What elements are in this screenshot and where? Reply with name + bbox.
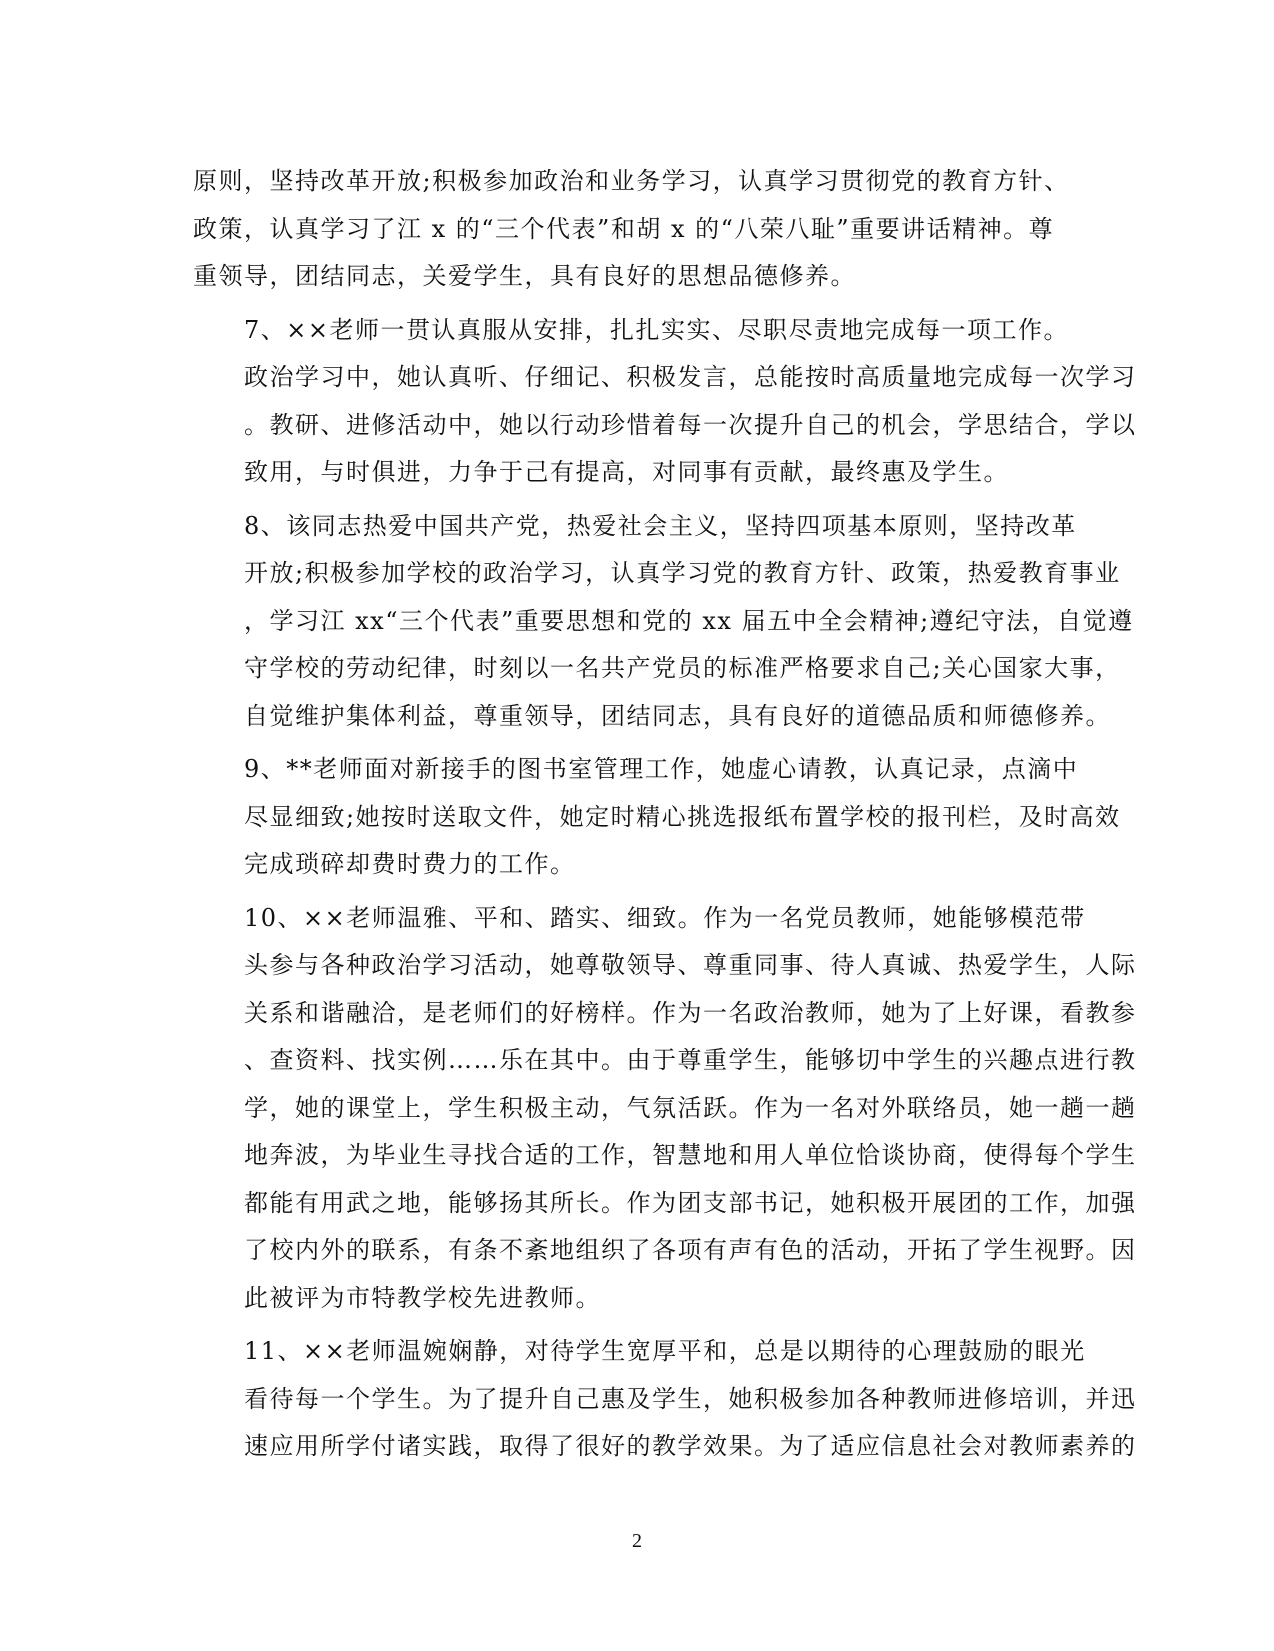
text-line: 8、该同志热爱中国共产党，热爱社会主义，坚持四项基本原则，坚持改革 [244,511,1077,540]
text-line: 速应用所学付诸实践，取得了很好的教学效果。为了适应信息社会对教师素养的 [244,1432,1137,1460]
text-line: 政策，认真学习了江 x 的“三个代表”和胡 x 的“八荣八耻”重要讲话精神。尊 [193,214,1055,243]
paragraph-10 [193,895,1137,1323]
text-line: 看待每一个学生。为了提升自己惠及学生，她积极参加各种教师进修培训，并迅 [244,1384,1137,1413]
text-line: 了校内外的联系，有条不紊地组织了各项有声有色的活动，开拓了学生视野。因 [244,1236,1137,1264]
text-line: 政治学习中，她认真听、仔细记、积极发言，总能按时高质量地完成每一次学习 [244,363,1137,391]
paragraph-8 [193,503,1134,741]
text-line: 完成琐碎却费时费力的工作。 [244,850,576,878]
text-line: 尽显细致;她按时送取文件，她定时精心挑选报纸布置学校的报刊栏，及时高效 [244,802,1121,831]
text-line: ，学习江 xx“三个代表”重要思想和党的 xx 届五中全会精神;遵纪守法，自觉遵 [244,606,1134,635]
text-line: 头参与各种政治学习活动，她尊敬领导、尊重同事、待人真诚、热爱学生，人际 [244,951,1137,979]
text-line: 都能有用武之地，能够扬其所长。作为团支部书记，她积极开展团的工作，加强 [244,1188,1137,1217]
text-line: 自觉维护集体利益，尊重领导，团结同志，具有良好的道德品质和师德修养。 [244,701,1111,730]
text-line: 地奔波，为毕业生寻找合适的工作，智慧地和用人单位恰谈协商，使得每个学生 [244,1141,1137,1169]
text-line: 、查资料、找实例……乐在其中。由于尊重学生，能够切中学生的兴趣点进行教 [244,1046,1137,1074]
paragraph-9 [193,746,1121,889]
text-line: 。教研、进修活动中，她以行动珍惜着每一次提升自己的机会，学思结合，学以 [244,410,1137,439]
paragraph-1 [193,158,1073,301]
text-line: 9、**老师面对新接手的图书室管理工作，她虚心请教，认真记录，点滴中 [244,755,1079,783]
page-number: 2 [632,1530,642,1552]
paragraph-7 [193,307,1137,497]
text-line: 7、××老师一贯认真服从安排，扎扎实实、尽职尽责地完成每一项工作。 [244,315,1069,344]
text-line: 重领导，团结同志，关爱学生，具有良好的思想品德修养。 [193,262,856,290]
document-body [193,158,1137,1477]
text-line: 11、××老师温婉娴静，对待学生宽厚平和，总是以期待的心理鼓励的眼光 [244,1337,1086,1365]
text-line: 学，她的课堂上，学生积极主动，气氛活跃。作为一名对外联络员，她一趟一趟 [244,1093,1137,1122]
text-line: 此被评为市特教学校先进教师。 [244,1283,601,1312]
text-line: 10、××老师温雅、平和、踏实、细致。作为一名党员教师，她能够模范带 [244,903,1086,932]
text-line: 开放;积极参加学校的政治学习，认真学习党的教育方针、政策，热爱教育事业 [244,559,1121,587]
paragraph-11 [193,1328,1137,1471]
text-line: 致用，与时俱进，力争于己有提高，对同事有贡献，最终惠及学生。 [244,458,1009,486]
text-line: 原则，坚持改革开放;积极参加政治和业务学习，认真学习贯彻党的教育方针、 [193,167,1070,195]
text-line: 关系和谐融洽，是老师们的好榜样。作为一名政治教师，她为了上好课，看教参 [244,998,1137,1027]
text-line: 守学校的劳动纪律，时刻以一名共产党员的标准严格要求自己;关心国家大事， [244,654,1121,682]
